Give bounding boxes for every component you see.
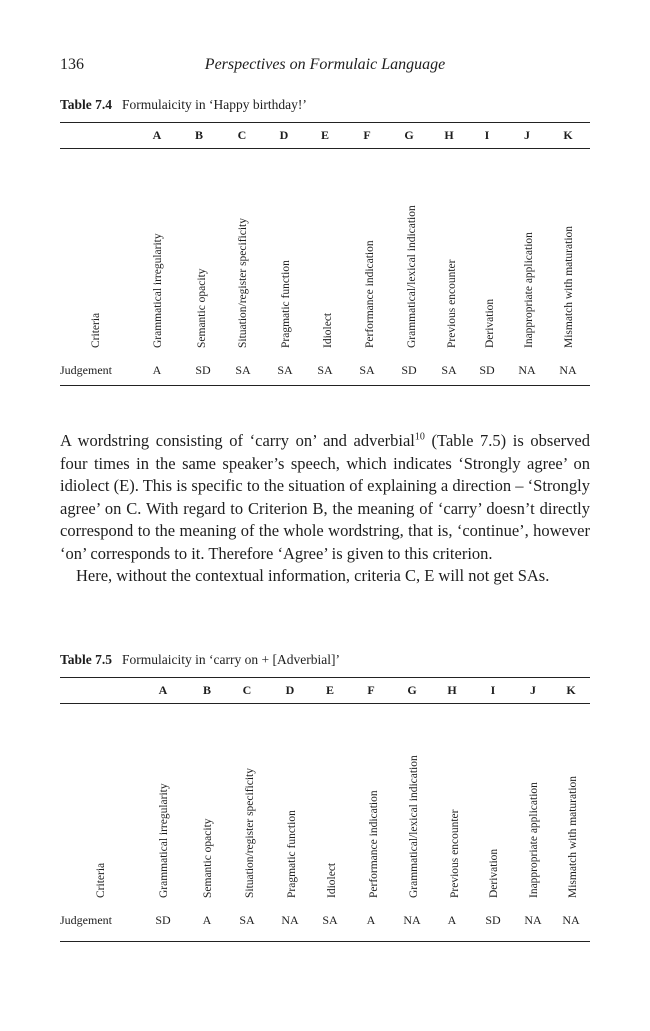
- criterion-label: Derivation: [488, 848, 500, 898]
- table-title: Formulaicity in ‘Happy birthday!’: [122, 97, 307, 112]
- table-rule: [60, 941, 590, 942]
- page-header: [60, 56, 590, 80]
- footnote-ref[interactable]: 10: [414, 431, 425, 443]
- criterion-label: Semantic opacity: [196, 268, 208, 348]
- column-header: H: [447, 683, 457, 697]
- criteria-label: Criteria: [95, 862, 107, 898]
- judgement-value: SA: [359, 363, 375, 377]
- judgement-value: NA: [403, 913, 421, 927]
- judgement-value: SD: [155, 913, 171, 927]
- criterion-label: Idiolect: [326, 862, 338, 898]
- judgement-value: SD: [485, 913, 501, 927]
- column-header: J: [530, 683, 536, 697]
- page-number: 136: [60, 56, 84, 73]
- table-number: Table 7.5: [60, 652, 113, 667]
- criterion-label: Mismatch with maturation: [563, 225, 575, 348]
- criterion-label: Situation/register specificity: [244, 768, 256, 898]
- column-header: B: [202, 683, 211, 697]
- judgement-value: SD: [195, 363, 211, 377]
- criterion-label: Pragmatic function: [286, 810, 298, 898]
- criterion-label: Inappropriate application: [528, 782, 540, 898]
- judgement-value: NA: [562, 913, 580, 927]
- criterion-label: Previous encounter: [449, 809, 461, 898]
- criterion-label: Grammatical irregularity: [152, 233, 164, 348]
- column-header: H: [444, 128, 454, 142]
- paragraph-2: Here, without the contextual information, criteria C, E will not get SAs.: [76, 566, 550, 585]
- column-header: A: [158, 683, 168, 697]
- judgement-value: NA: [559, 363, 577, 377]
- judgement-value: NA: [281, 913, 299, 927]
- column-header: E: [325, 683, 334, 697]
- judgement-value: A: [366, 913, 376, 927]
- criterion-label: Pragmatic function: [280, 260, 292, 348]
- criteria-label: Criteria: [90, 312, 102, 348]
- table-rule: [60, 703, 590, 704]
- criterion-label: Grammatical/lexical indication: [406, 205, 418, 348]
- table-rule: [60, 385, 590, 386]
- criterion-label: Situation/register specificity: [237, 218, 249, 348]
- judgement-value: A: [152, 363, 162, 377]
- table-title: Formulaicity in ‘carry on + [Adverbial]’: [122, 652, 340, 667]
- table-rule: [60, 677, 590, 678]
- criterion-label: Performance indication: [364, 240, 376, 348]
- judgement-value: SA: [235, 363, 251, 377]
- judgement-value: A: [447, 913, 457, 927]
- table-caption: [60, 97, 307, 113]
- criterion-label: Performance indication: [368, 790, 380, 898]
- column-header: C: [237, 128, 247, 142]
- column-header: B: [194, 128, 203, 142]
- table-rule: [60, 148, 590, 149]
- column-header: A: [152, 128, 162, 142]
- column-header: J: [524, 128, 530, 142]
- judgement-value: SA: [277, 363, 293, 377]
- judgement-value: NA: [518, 363, 536, 377]
- table-caption: [60, 652, 340, 668]
- criterion-label: Inappropriate application: [523, 232, 535, 348]
- column-header: C: [242, 683, 252, 697]
- judgement-label: Judgement: [60, 363, 112, 377]
- criterion-label: Mismatch with maturation: [567, 775, 579, 898]
- judgement-value: A: [202, 913, 212, 927]
- judgement-value: SA: [322, 913, 338, 927]
- criterion-label: Grammatical/lexical indication: [408, 755, 420, 898]
- criterion-label: Grammatical irregularity: [158, 783, 170, 898]
- judgement-value: SA: [317, 363, 333, 377]
- column-header: G: [404, 128, 414, 142]
- column-header: F: [367, 683, 375, 697]
- column-header: F: [363, 128, 371, 142]
- table-number: Table 7.4: [60, 97, 113, 112]
- judgement-value: SD: [479, 363, 495, 377]
- running-title: Perspectives on Formulaic Language: [204, 56, 446, 73]
- column-header: D: [279, 128, 289, 142]
- judgement-value: SA: [239, 913, 255, 927]
- column-header: I: [484, 128, 490, 142]
- criterion-label: Idiolect: [322, 312, 334, 348]
- table-rule: [60, 122, 590, 123]
- column-header: K: [566, 683, 576, 697]
- criterion-label: Semantic opacity: [202, 818, 214, 898]
- column-header: G: [407, 683, 417, 697]
- column-header: K: [563, 128, 573, 142]
- body-text: [60, 430, 590, 588]
- judgement-value: NA: [524, 913, 542, 927]
- column-header: I: [490, 683, 496, 697]
- judgement-value: SA: [441, 363, 457, 377]
- column-header: E: [320, 128, 329, 142]
- criterion-label: Derivation: [484, 298, 496, 348]
- judgement-label: Judgement: [60, 913, 112, 927]
- paragraph-1: A wordstring consisting of ‘carry on’ and adverbial$^{10}$ (Table 7.5) is observed four times in the same speaker’s speech, which indicates ‘Strongly agree’ on idiolect (E). This is specific to the situation of explaining a direction – ‘Strongly agree’ on C. With regard to Criterion B, the meaning of ‘carry’ doesn’t directly correspond to the meaning of the whole wordstring, that is, ‘continue’, however ‘on’ corresponds to it. Therefore ‘Agree’ is given to this criterion.: [60, 431, 590, 563]
- judgement-value: SD: [401, 363, 417, 377]
- criterion-label: Previous encounter: [446, 259, 458, 348]
- column-header: D: [285, 683, 295, 697]
